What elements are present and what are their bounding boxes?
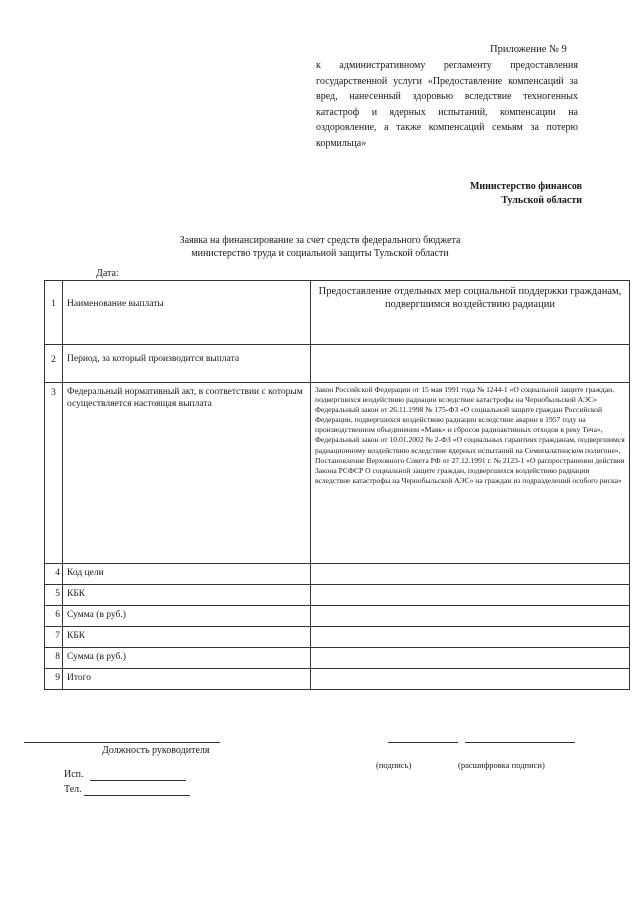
table-row	[45, 585, 630, 606]
decryption-line	[465, 742, 575, 743]
row-value	[311, 648, 630, 669]
decryption-label: (расшифровка подписи)	[458, 760, 545, 770]
row-label: Период, за который производится выплата	[63, 345, 311, 383]
row-number: 6	[45, 606, 63, 627]
row-label: Итого	[63, 669, 311, 690]
executor-label: Исп.	[64, 769, 84, 780]
request-table	[44, 280, 630, 690]
table-row	[45, 281, 630, 345]
table-row	[45, 383, 630, 564]
row-number: 4	[45, 564, 63, 585]
row-number: 1	[45, 281, 63, 345]
table-row	[45, 648, 630, 669]
row-label: Сумма (в руб.)	[63, 606, 311, 627]
row-value	[311, 345, 630, 383]
table-row	[45, 606, 630, 627]
row-number: 8	[45, 648, 63, 669]
appendix-title: Приложение № 9	[490, 44, 567, 55]
row-label: КБК	[63, 585, 311, 606]
row-label: КБК	[63, 627, 311, 648]
row-number: 5	[45, 585, 63, 606]
table-row	[45, 669, 630, 690]
request-title	[120, 234, 520, 260]
row-value: Закон Российской Федерации от 15 мая 1991 года № 1244-1 «О социальной защите граждан, подвергшихся воздействию радиации вследствие катастрофы на Чернобыльской АЭС» Федеральный закон от 26.11.1998 № 175-ФЗ «О социальной защите граждан Российской Федерации, подвергшихся воздействию радиации вследствие аварии в 1957 году на производственном объединении «Маяк» и сбросов радиоактивных отходов в реку Теча», Федеральный закон от 10.01.2002 № 2-ФЗ «О социальных гарантиях гражданам, подвергшимся радиационному воздействию вследствие ядерных испытаний на Семипалатинском полигоне», Постановление Верховного Совета РФ от 27.12.1991 г. № 2123-1 «О распространении действия Закона РСФСР О социальной защите граждан, подвергшихся воздействию радиации вследствие катастрофы на Чернобыльской АЭС» на граждан из подразделений особого риска»	[311, 383, 630, 564]
date-label: Дата:	[96, 268, 119, 279]
row-label: Сумма (в руб.)	[63, 648, 311, 669]
row-value	[311, 669, 630, 690]
phone-label: Тел.	[64, 784, 82, 795]
addressee-line1: Министерство финансов	[469, 181, 582, 192]
row-label: Код цели	[63, 564, 311, 585]
table-row	[45, 345, 630, 383]
head-position-line	[24, 742, 220, 743]
row-label: Наименование выплаты	[63, 281, 311, 345]
addressee-line2: Тульской области	[501, 195, 582, 206]
table-row	[45, 627, 630, 648]
executor-line	[90, 780, 186, 781]
row-value: Предоставление отдельных мер социальной поддержки гражданам, подвергшимся воздействию радиации	[311, 281, 630, 345]
signature-label: (подпись)	[376, 760, 412, 770]
signature-line	[388, 742, 458, 743]
row-value	[311, 606, 630, 627]
row-number: 3	[45, 383, 63, 564]
row-value	[311, 627, 630, 648]
row-label: Федеральный нормативный акт, в соответствии с которым осуществляется настоящая выплата	[63, 383, 311, 564]
table-row	[45, 564, 630, 585]
appendix-text: к административному регламенту предоставления государственной услуги «Предоставление компенсаций за вред, нанесенный здоровью вследствие техногенных катастроф и ядерных испытаний, компенсации на оздоровление, а также компенсаций семьям за потерю кормильца»	[316, 60, 578, 149]
request-title-line2: министерство труда и социальной защиты Тульской области	[191, 248, 449, 259]
addressee	[470, 180, 582, 208]
head-position-label: Должность руководителя	[102, 745, 210, 756]
row-number: 9	[45, 669, 63, 690]
row-value	[311, 564, 630, 585]
phone-line	[84, 795, 190, 796]
row-number: 2	[45, 345, 63, 383]
row-value	[311, 585, 630, 606]
row-number: 7	[45, 627, 63, 648]
request-title-line1: Заявка на финансирование за счет средств федерального бюджета	[179, 235, 461, 246]
